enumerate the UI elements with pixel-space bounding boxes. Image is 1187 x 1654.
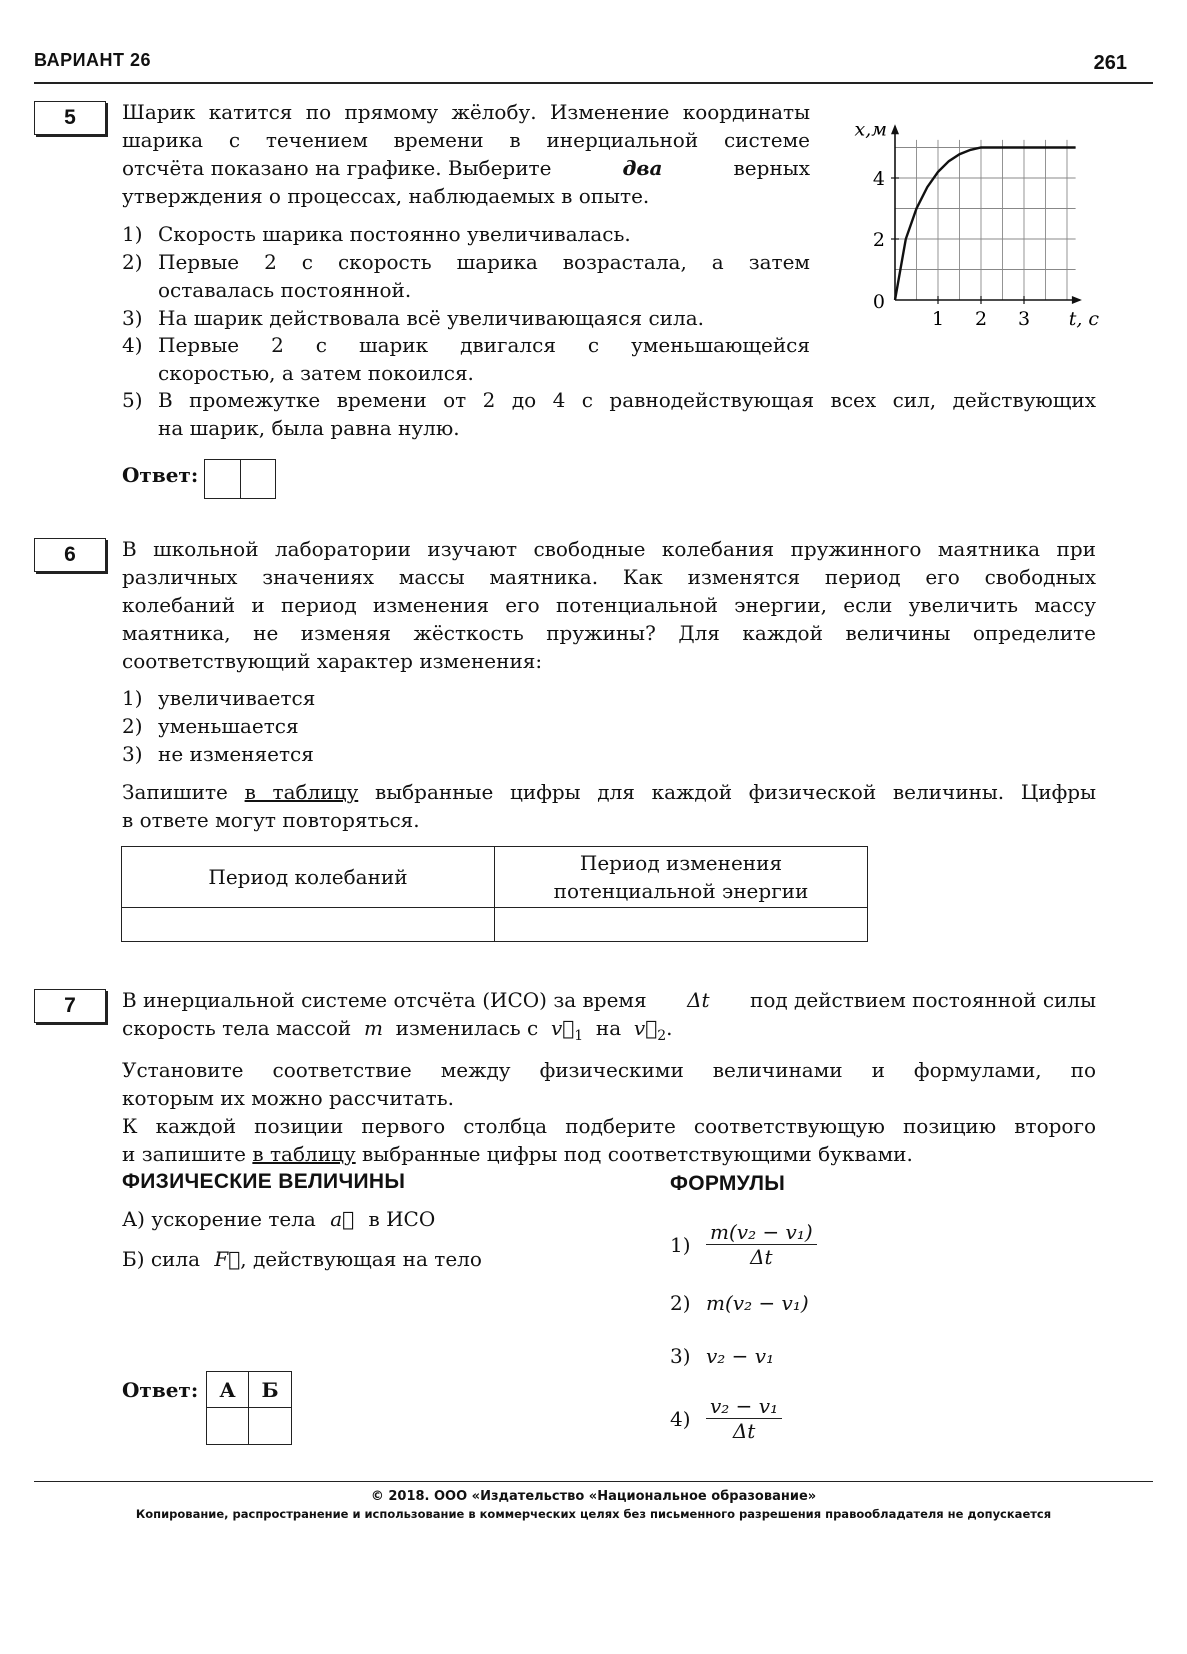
q5-option-2 — [122, 248, 810, 304]
q5-stem-text: верных — [733, 156, 810, 180]
copyright-notice: Копирование, распространение и использование в коммерческих целях без письменного разрешения правообладателя не допускается — [135, 1507, 1052, 1521]
option-text: скоростью, а затем покоился. — [158, 361, 474, 385]
quantity-text: сила — [150, 1247, 201, 1271]
answer-cell-energy[interactable] — [495, 908, 868, 942]
header-line: потенциальной энергии — [553, 879, 809, 903]
question-5-stem — [122, 98, 810, 210]
q6-stem-line: В школьной лаборатории изучают свободные колебания пружинного маятника при — [122, 537, 1096, 561]
question-7-number: 7 — [34, 989, 106, 1023]
answer-cell-period[interactable] — [122, 908, 495, 942]
question-6-stem — [122, 535, 1096, 675]
answer-col-a: А — [207, 1372, 249, 1408]
y-axis-label: x,м — [854, 118, 887, 141]
x-tick-label: 2 — [974, 308, 988, 330]
q6-option-3 — [122, 740, 314, 768]
formula-3 — [670, 1344, 774, 1368]
q7-para-line — [122, 1140, 1096, 1168]
stem-text: выбранные цифры под соответствующими буквами. — [362, 1142, 913, 1166]
q6-stem-line: маятника, не изменяя жёсткость пружины? Для каждой величины определите — [122, 621, 1096, 645]
option-text: оставалась постоянной. — [158, 278, 412, 302]
q5-stem-line: утверждения о процессах, наблюдаемых в опыте. — [122, 184, 650, 208]
col-title-quantities: ФИЗИЧЕСКИЕ ВЕЛИЧИНЫ — [122, 1170, 406, 1193]
answer-cell[interactable] — [241, 460, 276, 498]
copyright: © 2018. ООО «Издательство «Национальное образование» — [370, 1489, 817, 1504]
q6-option-1 — [122, 684, 315, 712]
q7-stem-line: скорость тела массой m изменилась с $v⃗_1$ на $v⃗_2$. — [122, 1016, 673, 1044]
stem-text: скорость тела массой — [122, 1016, 352, 1040]
quantity-letter: Б) — [122, 1247, 145, 1271]
q5-option-1 — [122, 220, 631, 248]
option-number: 1) — [122, 222, 143, 246]
q5-stem-line — [122, 154, 810, 182]
option-number: 1) — [122, 686, 143, 710]
x-axis-arrow — [1072, 296, 1082, 304]
q6-stem-line: различных значениях массы маятника. Как изменятся период его свободных — [122, 565, 1096, 589]
option-number: 2) — [122, 250, 143, 274]
q7-para-line: которым их можно рассчитать. — [122, 1086, 454, 1110]
quantity-text: в ИСО — [368, 1207, 436, 1231]
option-number: 5) — [122, 388, 143, 412]
col-title-formulas: ФОРМУЛЫ — [670, 1172, 786, 1195]
q6-answer-table — [121, 846, 868, 942]
stem-text: изменилась с — [395, 1016, 539, 1040]
quantity-text: ускорение тела — [151, 1207, 316, 1231]
fraction-denominator: Δt — [732, 1419, 756, 1443]
q5-option-3 — [122, 304, 704, 332]
q5-stem-line: Шарик катится по прямому жёлобу. Изменение координаты — [122, 100, 810, 124]
y-tick-label: 4 — [872, 168, 885, 190]
q5-answer-box[interactable] — [204, 459, 276, 499]
q7-stem-line — [122, 986, 1096, 1014]
option-text: Скорость шарика постоянно увеличивалась. — [158, 222, 631, 246]
instruction-text: Запишите — [122, 780, 228, 804]
question-5-number: 5 — [34, 101, 106, 135]
stem-text: и запишите — [122, 1142, 247, 1166]
table-header-energy-period — [495, 847, 868, 908]
x-axis-label: t, с — [1068, 308, 1100, 330]
quantity-b: Б) сила F⃗, действующая на тело — [122, 1247, 482, 1271]
q6-stem-line: колебаний и период изменения его потенциальной энергии, если увеличить массу — [122, 593, 1096, 617]
question-7-stem — [122, 986, 1096, 1168]
q7-answer-label: Ответ: — [122, 1378, 199, 1402]
q6-option-2 — [122, 712, 299, 740]
delta-t-symbol: Δt — [687, 988, 710, 1012]
option-number: 3) — [122, 742, 143, 766]
answer-col-b: Б — [249, 1372, 291, 1408]
fraction-denominator: Δt — [750, 1245, 773, 1269]
instruction-underline: в таблицу — [252, 1142, 356, 1166]
instruction-text: выбранные цифры для каждой физической величины. Цифры — [374, 780, 1096, 804]
formula-4 — [670, 1394, 782, 1443]
x-tick-label: 1 — [931, 308, 945, 330]
chart-ticks — [873, 168, 1030, 330]
formula-number: 3) — [670, 1344, 691, 1368]
option-text: увеличивается — [158, 686, 316, 710]
q5-stem-text: отсчёта показано на графике. Выберите — [122, 156, 552, 180]
q5-option-4 — [122, 331, 810, 387]
option-number: 3) — [122, 306, 143, 330]
header-line: Период изменения — [579, 851, 783, 875]
option-text: не изменяется — [158, 742, 314, 766]
formula-2 — [670, 1291, 809, 1315]
option-text: уменьшается — [158, 714, 299, 738]
fraction-numerator: v₂ − v₁ — [706, 1394, 782, 1419]
chart-axes — [891, 124, 1082, 304]
position-time-chart — [840, 95, 1100, 335]
option-text: на шарик, была равна нулю. — [158, 416, 460, 440]
q6-instruction — [122, 778, 1096, 834]
stem-text: под действием постоянной силы — [750, 988, 1096, 1012]
q6-instruction-line: в ответе могут повторяться. — [122, 808, 420, 832]
formula-expression: m(v₂ − v₁) — [706, 1291, 809, 1315]
q7-para-line: К каждой позиции первого столбца подберите соответствующую позицию второго — [122, 1114, 1096, 1138]
option-number: 4) — [122, 333, 143, 357]
option-number: 2) — [122, 714, 143, 738]
mass-symbol: m — [363, 1016, 383, 1040]
page-number: 261 — [1093, 52, 1127, 74]
fraction — [706, 1220, 817, 1269]
q5-option-5 — [122, 386, 1096, 442]
q5-stem-line: шарика с течением времени в инерциальной системе — [122, 128, 810, 152]
q7-para-line: Установите соответствие между физическими величинами и формулами, по — [122, 1058, 1096, 1082]
option-text: Первые 2 с скорость шарика возрастала, а затем — [158, 250, 810, 274]
q7-answer-table — [206, 1371, 292, 1445]
formula-number: 4) — [670, 1406, 691, 1431]
x-tick-label: 3 — [1017, 308, 1031, 330]
formula-number: 2) — [670, 1291, 691, 1315]
footer-divider — [34, 1481, 1153, 1482]
variant-title: ВАРИАНТ 26 — [34, 50, 152, 70]
series-line-x-t — [895, 148, 1076, 301]
quantity-letter: А) — [122, 1207, 145, 1231]
chart-grid — [895, 140, 1076, 300]
q5-emphasis-two: два — [622, 156, 663, 180]
stem-text: на — [595, 1016, 622, 1040]
table-header-period: Период колебаний — [122, 847, 495, 908]
stem-text: В инерциальной системе отсчёта (ИСО) за время — [122, 988, 647, 1012]
formula-expression: v₂ − v₁ — [706, 1344, 775, 1368]
option-text: В промежутке времени от 2 до 4 с равнодействующая всех сил, действующих — [158, 388, 1096, 412]
header-divider — [34, 82, 1153, 84]
fraction-numerator: m(v₂ − v₁) — [706, 1220, 817, 1245]
answer-cell[interactable] — [205, 460, 241, 498]
quantity-a: А) ускорение тела a⃗ в ИСО — [122, 1207, 436, 1231]
option-text: Первые 2 с шарик двигался с уменьшающейся — [158, 333, 810, 357]
question-6-number: 6 — [34, 538, 106, 572]
formula-number: 1) — [670, 1232, 691, 1257]
origin-label: 0 — [872, 291, 885, 313]
quantity-text: , действующая на тело — [240, 1247, 482, 1271]
answer-cell-b[interactable] — [249, 1408, 291, 1444]
option-text: На шарик действовала всё увеличивающаяся сила. — [158, 306, 704, 330]
q6-stem-line: соответствующий характер изменения: — [122, 649, 543, 673]
y-axis-arrow — [891, 124, 899, 134]
fraction — [706, 1394, 782, 1443]
q6-instruction-line — [122, 778, 1096, 806]
instruction-underline: в таблицу — [244, 780, 359, 804]
q5-answer-label: Ответ: — [122, 463, 199, 487]
y-tick-label: 2 — [872, 229, 885, 251]
formula-1 — [670, 1220, 817, 1269]
answer-cell-a[interactable] — [207, 1408, 249, 1444]
